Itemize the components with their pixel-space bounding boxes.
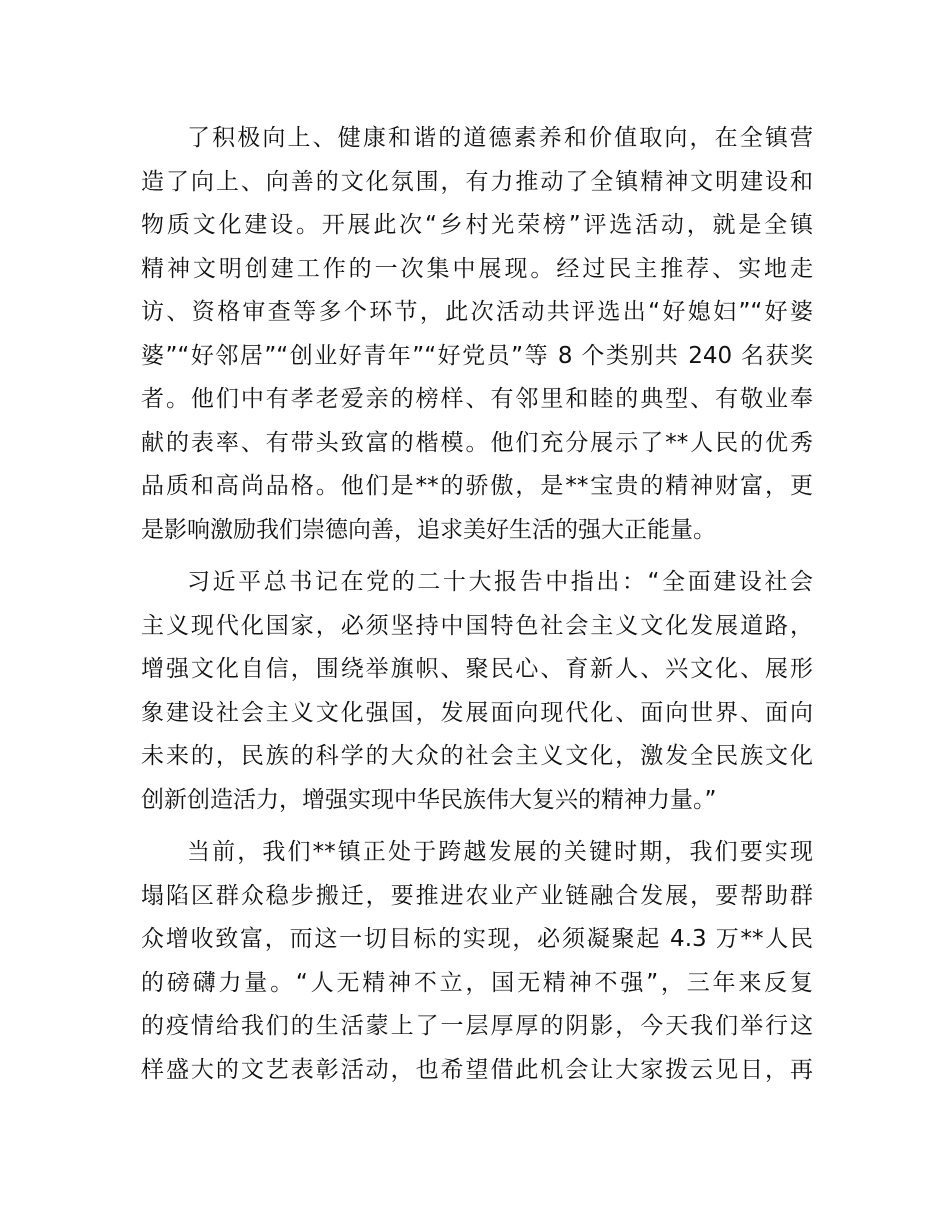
text-line: 主义现代化国家，必须坚持中国特色社会主义文化发展道路， bbox=[141, 612, 813, 639]
text-line: 未来的，民族的科学的大众的社会主义文化，激发全民族文化 bbox=[141, 743, 813, 769]
text-line: 婆”“好邻居”“创业好青年”“好党员”等 8 个类别共 240 名获奖 bbox=[141, 342, 813, 369]
text-line: 品质和高尚品格。他们是**的骄傲，是**宝贵的精神财富，更 bbox=[141, 473, 813, 499]
text-line: 的磅礴力量。“人无精神不立，国无精神不强”，三年来反复 bbox=[141, 969, 813, 996]
text-line: 象建设社会主义文化强国，发展面向现代化、面向世界、面向 bbox=[141, 699, 813, 726]
text-line: 精神文明创建工作的一次集中展现。经过民主推荐、实地走 bbox=[141, 255, 813, 282]
text-line: 塌陷区群众稳步搬迁，要推进农业产业链融合发展，要帮助群 bbox=[141, 882, 813, 909]
text-line: 献的表率、有带头致富的楷模。他们充分展示了**人民的优秀 bbox=[141, 429, 813, 456]
text-line: 物质文化建设。开展此次“乡村光荣榜”评选活动，就是全镇 bbox=[141, 212, 813, 238]
text-line: 习近平总书记在党的二十大报告中指出：“全面建设社会 bbox=[187, 569, 813, 595]
text-line: 访、资格审查等多个环节，此次活动共评选出“好媳妇”“好婆 bbox=[141, 299, 813, 325]
text-line: 者。他们中有孝老爱亲的榜样、有邻里和睦的典型、有敬业奉 bbox=[141, 386, 813, 412]
text-line: 造了向上、向善的文化氛围，有力推动了全镇精神文明建设和 bbox=[141, 168, 813, 195]
text-line: 的疫情给我们的生活蒙上了一层厚厚的阴影，今天我们举行这 bbox=[141, 1013, 813, 1039]
text-line: 增强文化自信，围绕举旗帜、聚民心、育新人、兴文化、展形 bbox=[141, 656, 813, 682]
text-line: 是影响激励我们崇德向善，追求美好生活的强大正能量。 bbox=[141, 516, 716, 543]
body-text bbox=[141, 117, 813, 1092]
paragraph-1 bbox=[141, 117, 813, 552]
paragraph-3 bbox=[141, 831, 813, 1092]
paragraph-spacer bbox=[141, 552, 813, 561]
paragraph-spacer bbox=[141, 822, 813, 831]
text-line: 了积极向上、健康和谐的道德素养和价值取向，在全镇营 bbox=[187, 125, 813, 151]
text-line: 样盛大的文艺表彰活动，也希望借此机会让大家拨云见日，再 bbox=[141, 1056, 813, 1083]
text-line: 创新创造活力，增强实现中华民族伟大复兴的精神力量。” bbox=[141, 786, 717, 813]
text-line: 众增收致富，而这一切目标的实现，必须凝聚起 4.3 万**人民 bbox=[141, 926, 813, 952]
text-line: 当前，我们**镇正处于跨越发展的关键时期，我们要实现 bbox=[187, 839, 813, 865]
paragraph-2 bbox=[141, 561, 813, 822]
